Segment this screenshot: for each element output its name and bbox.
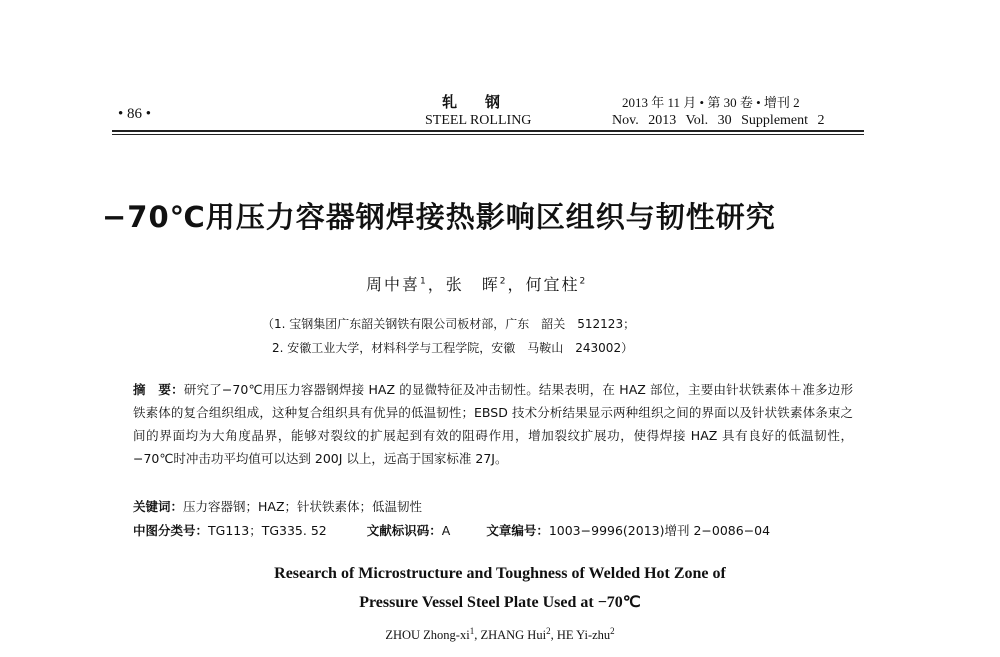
article-no-label: 文章编号：: [486, 523, 549, 538]
author-en-1: ZHOU Zhong-xi: [385, 628, 470, 643]
authors-cn: 周中喜$^1$，张 晖$^2$，何宜柱$^2$: [366, 275, 588, 294]
article-title-cn: −70℃用压力容器钢焊接热影响区组织与韧性研究: [102, 200, 776, 234]
header-rule-thick: [112, 130, 864, 132]
keywords-label: 关键词：: [133, 499, 184, 514]
author-cn-3: 何宜柱: [525, 275, 580, 294]
author-cn-3-sup: 2: [579, 276, 588, 287]
article-title-en-line-1: Research of Microstructure and Toughness of Welded Hot Zone of: [274, 565, 726, 582]
header-rule-thin: [112, 134, 864, 135]
author-cn-1: 周中喜: [366, 275, 421, 294]
abstract-label: 摘 要：: [133, 382, 184, 397]
journal-name-cn: 轧钢: [442, 93, 529, 111]
article-no-value: 1003−9996(2013)增刊 2−0086−04: [548, 523, 771, 538]
article-title-en-line-2: Pressure Vessel Steel Plate Used at −70℃: [359, 594, 641, 611]
page-number: • 86 •: [118, 106, 152, 122]
keywords: [133, 497, 422, 515]
clc-value: TG113；TG335. 52: [208, 523, 327, 538]
classification-line: [133, 521, 770, 539]
author-cn-1-sup: 1: [420, 276, 428, 287]
author-en-3-sup: 2: [610, 626, 615, 636]
doc-code-label: 文献标识码：: [366, 523, 442, 538]
clc-label: 中图分类号：: [133, 523, 209, 538]
author-en-3: HE Yi-zhu: [556, 628, 611, 643]
affiliation-2: 2. 安徽工业大学，材料科学与工程学院，安徽 马鞍山 243002）: [272, 341, 634, 355]
author-cn-2: 张 晖: [445, 275, 500, 294]
author-en-1-sup: 1: [469, 626, 475, 636]
issue-info-cn: 2013 年 11 月 • 第 30 卷 • 增刊 2: [622, 95, 800, 110]
abstract-text: 研究了−70℃用压力容器钢焊接 HAZ 的显微特征及冲击韧性。结果表明，在 HAZ 部位，主要由针状铁素体＋准多边形铁素体的复合组织组成，这种复合组织具有优异的低温韧性；EBSD 技术分析结果显示两种组织之间的界面以及针状铁素体条束之间的界面均为大角度晶界，能够对裂纹的扩展起到有效的阻碍作用，增加裂纹扩展功，使得焊接 HAZ 具有良好的低温韧性，−70℃时冲击功平均值可以达到 200J 以上，远高于国家标准 27J。: [133, 382, 853, 466]
author-en-2-sup: 2: [546, 626, 551, 636]
author-en-2: ZHANG Hui: [480, 628, 547, 643]
journal-name-en: STEEL ROLLING: [425, 113, 532, 128]
authors-en: ZHOU Zhong-$xi^1$, ZHANG Hui$^2$, HE Yi-zhu$^2$: [385, 626, 615, 643]
abstract: [133, 378, 853, 470]
author-cn-2-sup: 2: [499, 276, 508, 287]
keywords-text: 压力容器钢；HAZ；针状铁素体；低温韧性: [183, 499, 423, 514]
issue-info-en: Nov. 2013 Vol. 30 Supplement 2: [612, 113, 825, 128]
affiliation-1: （1. 宝钢集团广东韶关钢铁有限公司板材部，广东 韶关 512123；: [262, 317, 636, 331]
doc-code-value: A: [441, 523, 451, 538]
